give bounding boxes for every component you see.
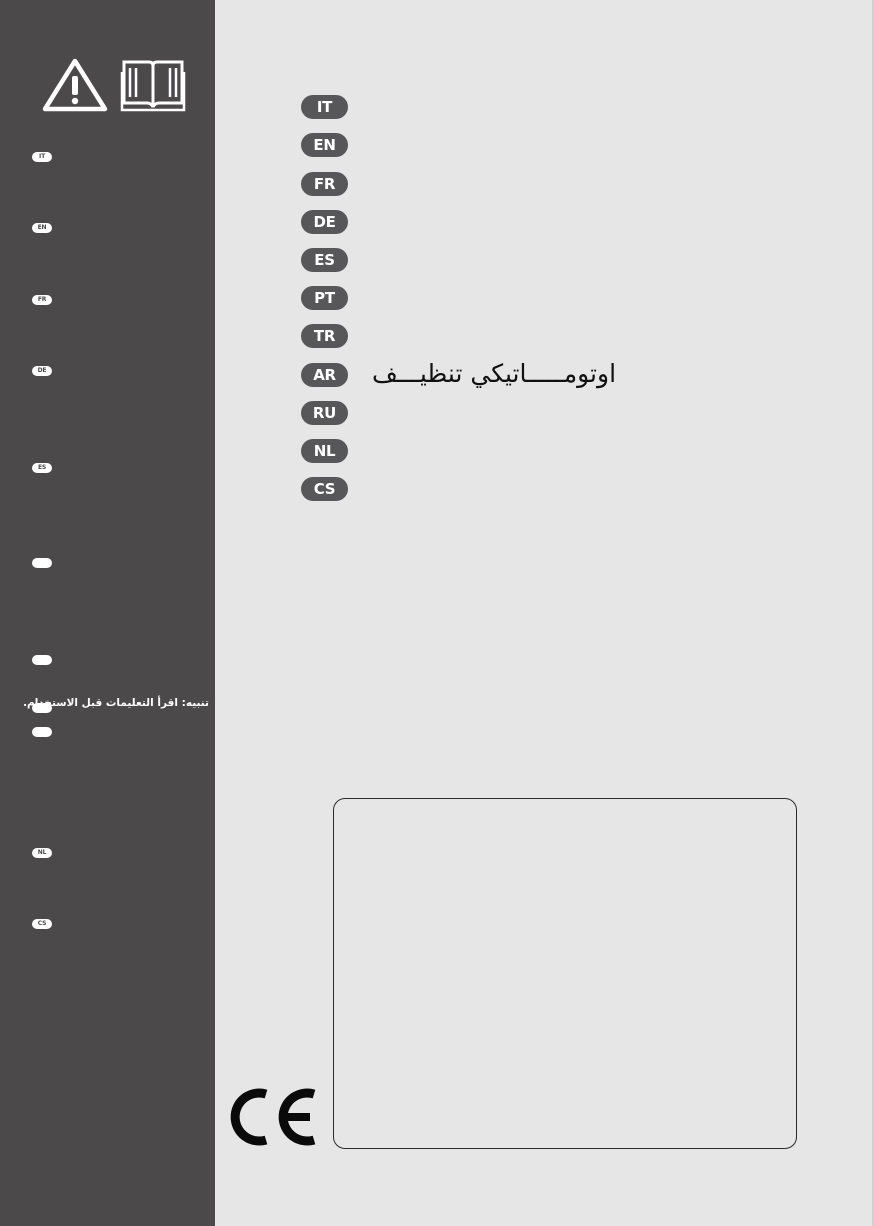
sidebar-badge-en: EN bbox=[32, 223, 52, 233]
lang-badge-ar: AR bbox=[301, 363, 348, 387]
arabic-notice: تنبيه: اقرأ التعليمات قبل الاستخدام. bbox=[23, 697, 209, 709]
sidebar-badge-cs: CS bbox=[32, 919, 52, 929]
lang-badge-fr: FR bbox=[301, 172, 348, 196]
lang-badge-nl: NL bbox=[301, 439, 348, 463]
sidebar-badge-pt bbox=[32, 558, 52, 568]
lang-badge-ru: RU bbox=[301, 401, 348, 425]
lang-badge-pt: PT bbox=[301, 286, 348, 310]
sidebar-badge-nl: NL bbox=[32, 848, 52, 858]
sidebar-panel bbox=[0, 0, 215, 1226]
sidebar-badge-es: ES bbox=[32, 463, 52, 473]
sidebar-badge-it: IT bbox=[32, 152, 52, 162]
sidebar-badge-ru bbox=[32, 727, 52, 737]
info-box bbox=[333, 798, 797, 1149]
lang-badge-it: IT bbox=[301, 95, 348, 119]
lang-badge-tr: TR bbox=[301, 324, 348, 348]
manual-icon bbox=[120, 58, 186, 112]
arabic-title: اوتومـــــاتيكي تنظيـــف bbox=[372, 359, 617, 388]
lang-badge-cs: CS bbox=[301, 477, 348, 501]
sidebar-badge-de: DE bbox=[32, 366, 52, 376]
ce-mark bbox=[226, 1084, 318, 1150]
lang-badge-en: EN bbox=[301, 133, 348, 157]
sidebar-badge-tr bbox=[32, 655, 52, 665]
sidebar-badge-fr: FR bbox=[32, 295, 52, 305]
lang-badge-es: ES bbox=[301, 248, 348, 272]
lang-badge-de: DE bbox=[301, 210, 348, 234]
warning-icon bbox=[42, 58, 108, 112]
